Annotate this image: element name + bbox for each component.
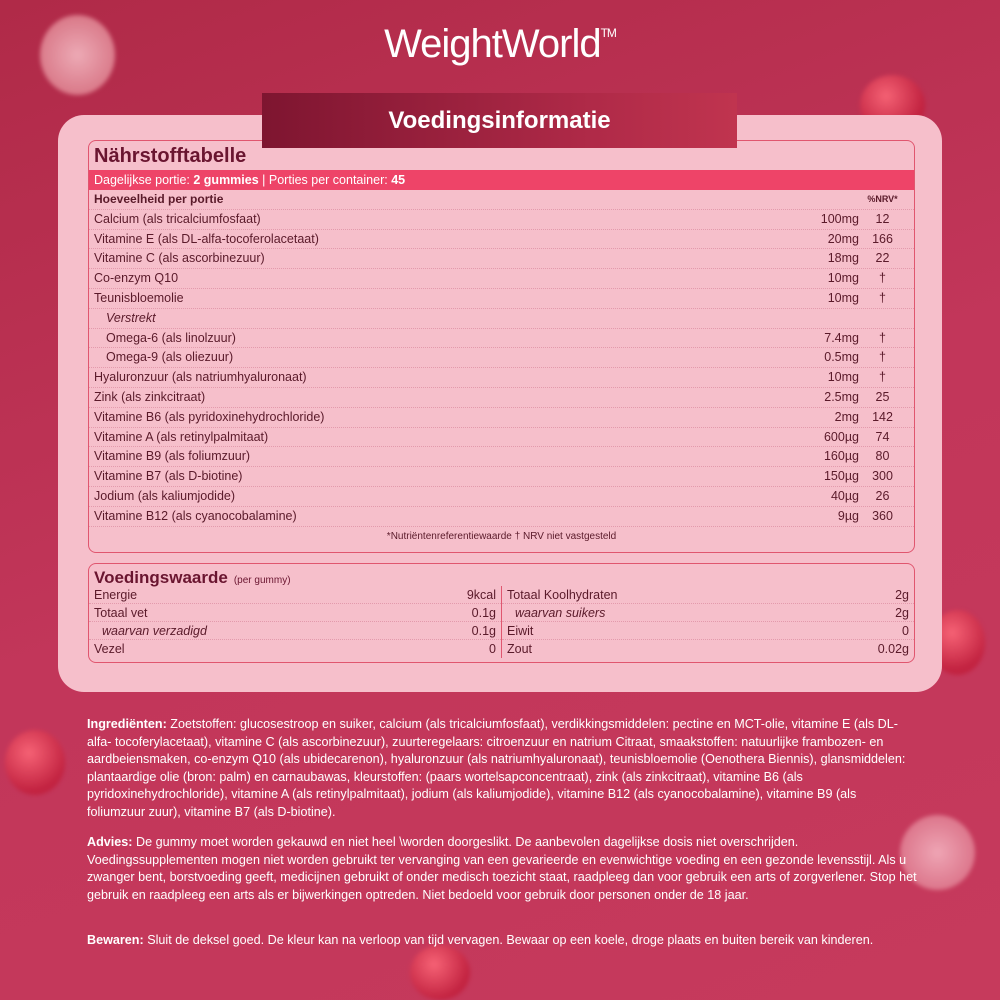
nutrition-row <box>502 622 914 640</box>
nutrient-nrv: † <box>879 350 886 365</box>
nutrient-name: Vitamine B7 (als D-biotine) <box>94 469 243 484</box>
nutrition-row <box>89 586 501 604</box>
nutrient-amount: 10mg <box>827 290 859 305</box>
nutrient-amount: 7.4mg <box>824 330 859 345</box>
table-row <box>89 507 914 527</box>
nutrition-name: waarvan suikers <box>515 606 606 620</box>
table-row <box>89 269 914 289</box>
nutrition-name: waarvan verzadigd <box>102 624 207 638</box>
nutrient-amount: 150µg <box>823 469 859 484</box>
nutrient-amount: 2.5mg <box>824 389 859 404</box>
nutrition-value: 0 <box>489 642 496 656</box>
nutrition-row <box>502 640 914 658</box>
nutrient-amount: 10mg <box>827 370 859 385</box>
nutrient-nrv: 22 <box>875 251 890 266</box>
nutrition-value: 9kcal <box>466 588 496 602</box>
nutrient-nrv: 12 <box>875 211 890 226</box>
serving-info: Dagelijkse portie: 2 gummies | Porties per container: 45 <box>89 170 914 190</box>
nutrient-nrv: 74 <box>875 429 890 444</box>
table-row <box>89 388 914 408</box>
table-row <box>89 368 914 388</box>
nutrient-nrv: 360 <box>872 508 893 523</box>
nutrient-nrv: 300 <box>872 469 893 484</box>
nutrient-amount: 100mg <box>820 211 859 226</box>
table-row <box>89 230 914 250</box>
nutrient-name: Vitamine C (als ascorbinezuur) <box>94 251 265 266</box>
nutrient-name: Vitamine B12 (als cyanocobalamine) <box>94 508 297 523</box>
footnote: *Nutriëntenreferentiewaarde † NRV niet vastgesteld <box>386 530 617 542</box>
nutrient-amount: 10mg <box>827 271 859 286</box>
nutrient-name: Co-enzym Q10 <box>94 271 179 286</box>
table-row <box>89 408 914 428</box>
nutrition-row <box>502 586 914 604</box>
nutrient-amount <box>799 309 859 328</box>
nutrient-nrv: † <box>879 290 886 305</box>
nutrient-nrv: 26 <box>875 488 890 503</box>
nutrition-name: Energie <box>94 588 138 602</box>
nutrient-amount: 20mg <box>827 231 859 246</box>
nutrient-amount: 2mg <box>834 409 859 424</box>
nutrient-nrv: 142 <box>872 409 893 424</box>
advice-text: Advies: De gummy moet worden gekauwd en niet heel \worden doorgeslikt. De aanbevolen dagelijkse dosis niet overschrijden. Voedingssupplementen mogen niet worden gebruikt ter vervanging van een gevarieerde en evenwichtige voeding en een gezonde levensstijl. Als u zwanger bent, borstvoeding geeft, medicijnen gebruikt of onder medisch toezicht staat, raadpleeg dan voor gebruik een arts of zorgverlener. Stop het gebruik en raadpleeg een arts als er bijwerkingen optreden. Niet bedoeld voor gebruik door personen onder de 18 jaar. <box>87 835 917 902</box>
nutrient-name: Teunisbloemolie <box>94 290 184 305</box>
strawberry-decoration <box>5 730 65 795</box>
nutrient-name: Hyaluronzuur (als natriumhyaluronaat) <box>94 370 307 385</box>
nutrient-name: Vitamine E (als DL-alfa-tocoferolacetaat) <box>94 231 319 246</box>
nutrient-nrv: 25 <box>875 389 890 404</box>
nutrition-value: 0.1g <box>471 624 496 638</box>
nutrition-name: Zout <box>507 642 533 656</box>
table-row <box>89 487 914 507</box>
nutrition-value: 0.1g <box>471 606 496 620</box>
nutrient-name: Jodium (als kaliumjodide) <box>94 488 236 503</box>
nutrition-value: 2g <box>895 588 909 602</box>
nutrient-amount: 9µg <box>837 508 859 523</box>
page-title: Voedingsinformatie <box>262 93 737 148</box>
table-row <box>89 249 914 269</box>
nutrient-nrv: † <box>879 330 886 345</box>
nutrient-table <box>88 140 915 553</box>
nutrition-name: Eiwit <box>507 624 534 638</box>
table-row <box>89 329 914 349</box>
nutrition-row <box>502 604 914 622</box>
nutrient-table-heading: Nährstofftabelle <box>94 145 247 167</box>
table-row <box>89 309 914 329</box>
nutrition-name: Totaal vet <box>94 606 148 620</box>
nutrition-name: Vezel <box>94 642 125 656</box>
nutrient-name: Omega-6 (als linolzuur) <box>106 330 236 345</box>
table-row <box>89 467 914 487</box>
table-row <box>89 428 914 448</box>
table-header: Hoeveelheid per portie %NRV* <box>89 190 914 210</box>
nutrient-amount: 18mg <box>827 251 859 266</box>
nutrient-name: Omega-9 (als oliezuur) <box>106 350 234 365</box>
ingredients-text: Ingrediënten: Zoetstoffen: glucosestroop en suiker, calcium (als tricalciumfosfaat), verdikkingsmiddelen: pectine en MCT-olie, vitamine E (als DL-alfa- tocoferylacetaat), vitamine C (als ascorbinezuur), zuurteregelaars: citroenzuur en natrium Citraat, smaakstoffen: natuurlijke frambozen- en aardbeiensmaken, co-enzym Q10 (als ubidecarenon), hyaluronzuur (als natriumhyaluronaat), teunisbloemolie (Oenothera Biennis), glansmiddelen: plantaardige olie (bron: palm) en carnaubawas, kleurstoffen: (paars wortelsapconcentraat), zink (als zinkcitraat), vitamine B6 (als pyridoxinehydrochloride), vitamine A (als retinylpalmitaat), jodium (als kaliumjodide), vitamine B12 (als cyanocobalamine), vitamine B9 (als foliumzuur zuur), vitamine B7 (als D-biotine). <box>87 717 906 819</box>
nutrient-nrv: 166 <box>872 231 893 246</box>
nutrient-amount: 160µg <box>823 449 859 464</box>
nutrient-name: Calcium (als tricalciumfosfaat) <box>94 211 261 226</box>
brand-logo: WeightWorld™ <box>384 22 616 66</box>
nutrition-row <box>89 622 501 640</box>
table-row <box>89 348 914 368</box>
nutrient-amount: 0.5mg <box>824 350 859 365</box>
nutrition-heading: Voedingswaarde (per gummy) <box>94 568 291 587</box>
nutrient-nrv: † <box>879 271 886 286</box>
nutrition-row <box>89 604 501 622</box>
nutrient-nrv: † <box>879 370 886 385</box>
nutrient-name: Vitamine A (als retinylpalmitaat) <box>94 429 269 444</box>
strawberry-decoration <box>410 945 470 1000</box>
nutrient-name: Vitamine B6 (als pyridoxinehydrochloride) <box>94 409 325 424</box>
nutrient-name: Verstrekt <box>106 310 156 325</box>
storage-text: Bewaren: Sluit de deksel goed. De kleur kan na verloop van tijd vervagen. Bewaar op een koele, droge plaats en buiten bereik van kinderen. <box>87 933 874 947</box>
nutrient-name: Vitamine B9 (als foliumzuur) <box>94 449 251 464</box>
nutrient-nrv <box>859 309 914 328</box>
nutrient-name: Zink (als zinkcitraat) <box>94 389 206 404</box>
nutrient-amount: 600µg <box>823 429 859 444</box>
nutrition-value: 0 <box>902 624 909 638</box>
nutrition-name: Totaal Koolhydraten <box>507 588 618 602</box>
nutrient-nrv: 80 <box>875 449 890 464</box>
nutrition-value: 0.02g <box>877 642 909 656</box>
table-row <box>89 447 914 467</box>
table-row <box>89 289 914 309</box>
table-row <box>89 210 914 230</box>
nutrient-amount: 40µg <box>830 488 859 503</box>
nutrition-values-table <box>88 563 915 663</box>
nutrition-value: 2g <box>895 606 909 620</box>
nutrition-row <box>89 640 501 658</box>
